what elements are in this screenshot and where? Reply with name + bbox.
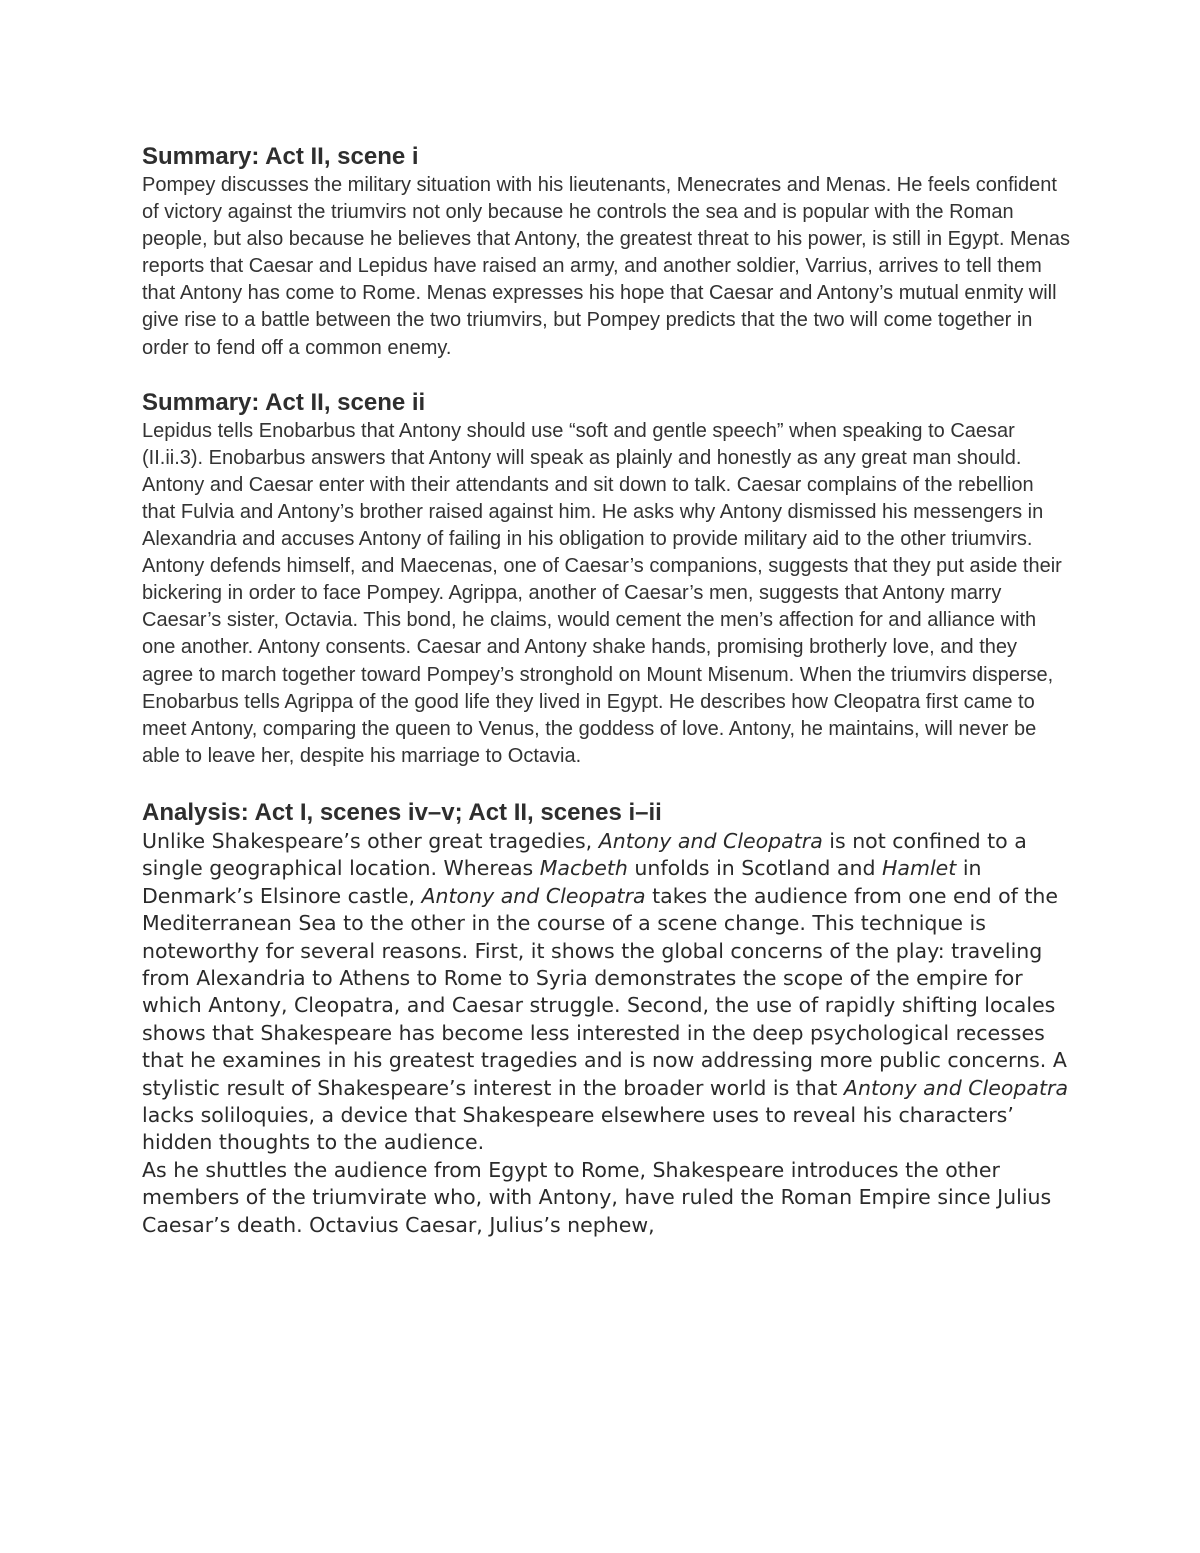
play-title: Antony and Cleopatra (421, 883, 646, 908)
analysis-paragraph-2: As he shuttles the audience from Egypt to Rome, Shakespeare introduces the other members of the triumvirate who, with Antony, have ruled the Roman Empire since Julius Caesar’s death. Octavius Caesar, Julius’s nephew, (142, 1157, 1052, 1237)
play-title: Macbeth (539, 856, 628, 881)
analysis-text: in Denmark’s Elsinore castle, (142, 856, 982, 908)
section-heading-analysis: Analysis: Act I, scenes iv–v; Act II, scenes i–ii (142, 798, 662, 826)
analysis-text: unfolds in Scotland and (627, 856, 883, 881)
analysis-text: is not confined to a single geographical location. Whereas (142, 828, 1027, 881)
document-page (142, 142, 1072, 1239)
analysis-text: Unlike Shakespeare’s other great tragedies, (142, 828, 599, 853)
analysis-text: takes the audience from one end of the Mediterranean Sea to the other in the course of a scene change. This technique is noteworthy for several reasons. First, it shows the global concerns of the play: traveling from Alexandria to Athens to Rome to Syria demonstrates the scope of the empire for which Antony, Cleopatra, and Caesar struggle. Second, the use of rapidly shifting locales shows that Shakespeare has become less interested in the deep psychological recesses that he examines in his greatest tragedies and is now addressing more public concerns. A stylistic result of Shakespeare’s interest in the broader world is that (142, 883, 1067, 1100)
section-heading-summary-act2-scene2: Summary: Act II, scene ii (142, 388, 426, 416)
analysis-paragraph-1 (142, 828, 1072, 1157)
play-title: Antony and Cleopatra (598, 828, 823, 853)
section-heading-summary-act2-scene1: Summary: Act II, scene i (142, 143, 419, 170)
play-title: Antony and Cleopatra (843, 1075, 1069, 1100)
summary-paragraph-act2-scene2: Lepidus tells Enobarbus that Antony should use “soft and gentle speech” when speaking to Caesar (II.ii.3). Enobarbus answers that Antony will speak as plainly and honestly as any great man should. Antony and Caesar enter with their attendants and sit down to talk. Caesar complains of the rebellion that Fulvia and Antony’s brother raised against him. He asks why Antony dismissed his messengers in Alexandria and accuses Antony of failing in his obligation to provide military aid to the other triumvirs. Antony defends himself, and Maecenas, one of Caesar’s companions, suggests that they put aside their bickering in order to face Pompey. Agrippa, another of Caesar’s men, suggests that Antony marry Caesar’s sister, Octavia. This bond, he claims, would cement the men’s affection for and alliance with one another. Antony consents. Caesar and Antony shake hands, promising brotherly love, and they agree to march together toward Pompey’s stronghold on Mount Misenum. When the triumvirs disperse, Enobarbus tells Agrippa of the good life they lived in Egypt. He describes how Cleopatra first came to meet Antony, comparing the queen to Venus, the goddess of love. Antony, he maintains, will never be able to leave her, despite his marriage to Octavia. (142, 419, 1062, 767)
summary-paragraph-act2-scene1: Pompey discusses the military situation with his lieutenants, Menecrates and Menas. He feels confident of victory against the triumvirs not only because he controls the sea and is popular with the Roman people, but also because he believes that Antony, the greatest threat to his power, is still in Egypt. Menas reports that Caesar and Lepidus have raised an army, and another soldier, Varrius, arrives to tell them that Antony has come to Rome. Menas expresses his hope that Caesar and Antony’s mutual enmity will give rise to a battle between the two triumvirs, but Pompey predicts that the two will come together in order to fend off a common enemy. (142, 174, 1070, 359)
play-title: Hamlet (882, 856, 957, 881)
analysis-text: lacks soliloquies, a device that Shakespeare elsewhere uses to reveal his characters’ hidden thoughts to the audience. (142, 1102, 1014, 1155)
